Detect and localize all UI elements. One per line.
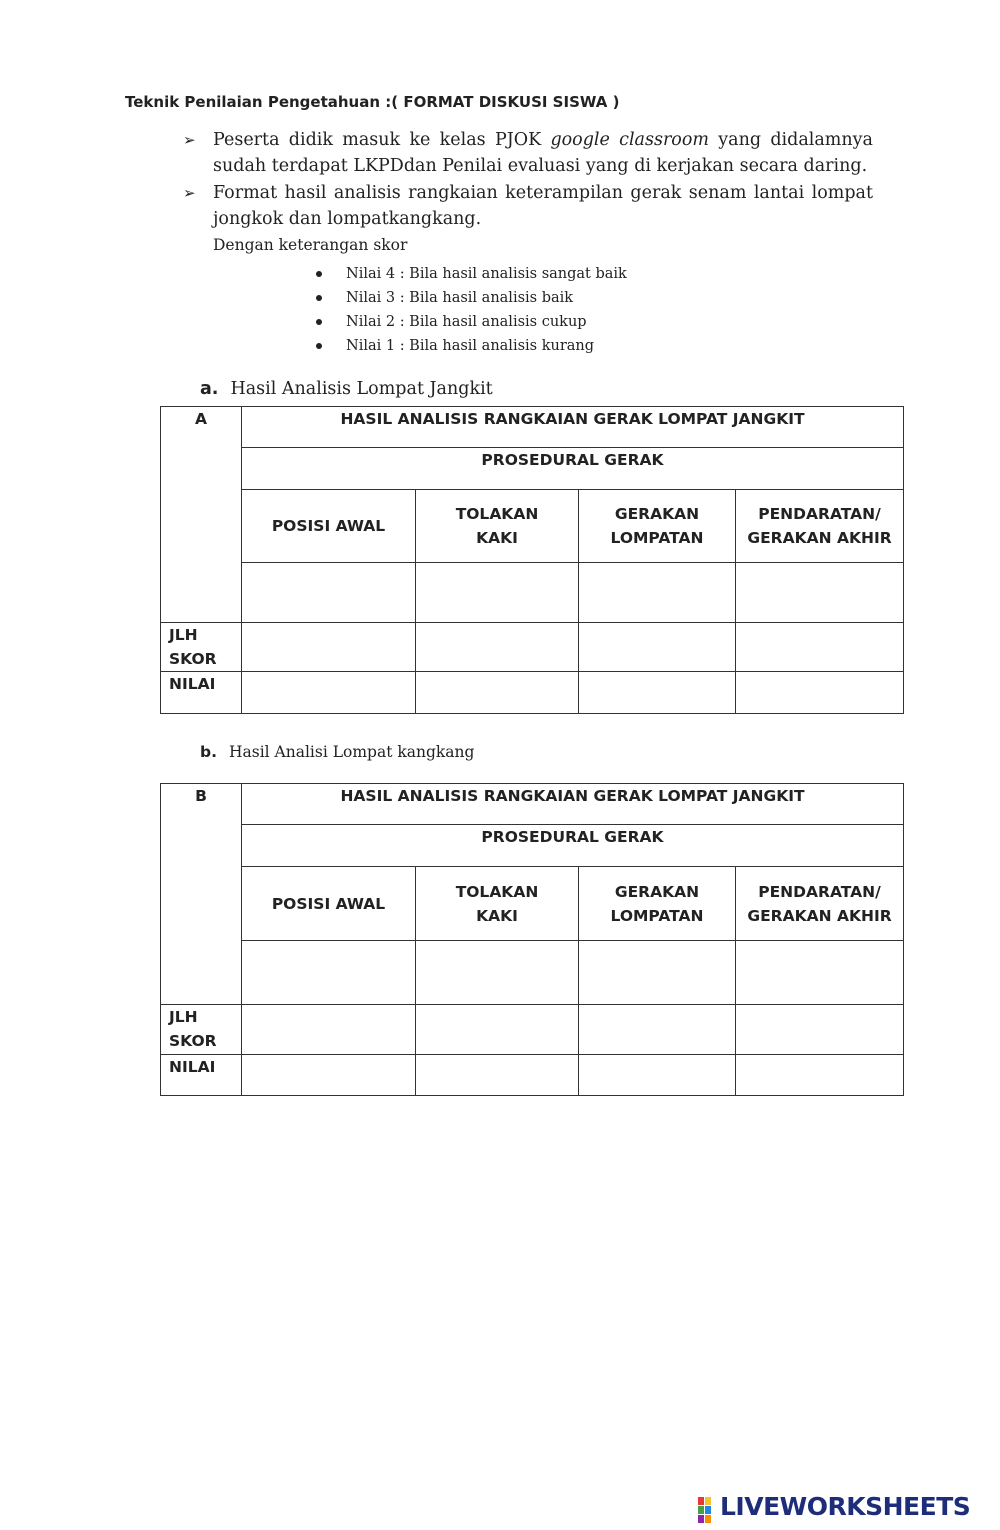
answer-cell[interactable] — [736, 563, 904, 623]
row-header: JLH SKOR — [161, 623, 242, 672]
bullet-icon — [316, 271, 322, 277]
column-header: GERAKAN LOMPATAN — [579, 867, 736, 941]
column-header: PENDARATAN/ GERAKAN AKHIR — [736, 867, 904, 941]
list-item: Nilai 3 : Bila hasil analisis baik — [313, 286, 627, 310]
table-subtitle: PROSEDURAL GERAK — [242, 825, 904, 867]
answer-cell[interactable] — [579, 1005, 736, 1055]
score-caption: Dengan keterangan skor — [213, 236, 408, 254]
answer-cell[interactable] — [736, 1055, 904, 1096]
bullet-icon — [316, 343, 322, 349]
answer-cell[interactable] — [736, 941, 904, 1005]
instruction-text-end: yang didalamnya sudah terdapat LKPDdan Penilai evaluasi yang di kerjakan secara daring. — [213, 130, 873, 176]
column-header: TOLAKAN KAKI — [416, 867, 579, 941]
column-header: TOLAKAN KAKI — [416, 490, 579, 563]
instruction-item — [183, 127, 873, 179]
list-item: Nilai 1 : Bila hasil analisis kurang — [313, 334, 627, 358]
score-list — [313, 262, 627, 358]
liveworksheets-watermark[interactable]: LIVEWORKSHEETS — [720, 1492, 971, 1521]
table-corner: B — [161, 784, 242, 1005]
bullet-icon — [316, 319, 322, 325]
bullet-icon — [316, 295, 322, 301]
answer-cell[interactable] — [416, 672, 579, 714]
table-subtitle: PROSEDURAL GERAK — [242, 448, 904, 490]
row-header: JLH SKOR — [161, 1005, 242, 1055]
answer-cell[interactable] — [416, 1005, 579, 1055]
answer-cell[interactable] — [242, 1055, 416, 1096]
answer-cell[interactable] — [736, 1005, 904, 1055]
column-header: POSISI AWAL — [242, 867, 416, 941]
list-item: Nilai 2 : Bila hasil analisis cukup — [313, 310, 627, 334]
answer-cell[interactable] — [579, 563, 736, 623]
answer-cell[interactable] — [242, 941, 416, 1005]
list-item: Nilai 4 : Bila hasil analisis sangat baik — [313, 262, 627, 286]
answer-cell[interactable] — [579, 1055, 736, 1096]
answer-cell[interactable] — [736, 672, 904, 714]
table-title: HASIL ANALISIS RANGKAIAN GERAK LOMPAT JANGKIT — [242, 407, 904, 448]
instruction-emphasis: google classroom — [550, 130, 709, 150]
answer-cell[interactable] — [736, 623, 904, 672]
answer-cell[interactable] — [242, 563, 416, 623]
page-title: Teknik Penilaian Pengetahuan :( FORMAT DISKUSI SISWA ) — [125, 93, 620, 111]
table-title: HASIL ANALISIS RANGKAIAN GERAK LOMPAT JANGKIT — [242, 784, 904, 825]
row-header: NILAI — [161, 1055, 242, 1096]
liveworksheets-logo-icon — [697, 1494, 719, 1528]
section-b-heading: b. Hasil Analisi Lompat kangkang — [200, 743, 475, 761]
table-corner: A — [161, 407, 242, 623]
answer-cell[interactable] — [416, 563, 579, 623]
instruction-item — [183, 180, 873, 232]
answer-cell[interactable] — [242, 1005, 416, 1055]
arrow-bullet-icon: ➢ — [183, 184, 196, 202]
row-header: NILAI — [161, 672, 242, 714]
answer-cell[interactable] — [242, 672, 416, 714]
column-header: PENDARATAN/ GERAKAN AKHIR — [736, 490, 904, 563]
analysis-table-a — [160, 406, 904, 714]
answer-cell[interactable] — [579, 623, 736, 672]
analysis-table-b — [160, 783, 904, 1096]
answer-cell[interactable] — [579, 672, 736, 714]
arrow-bullet-icon: ➢ — [183, 131, 196, 149]
answer-cell[interactable] — [416, 623, 579, 672]
instruction-text: Format hasil analisis rangkaian keterampilan gerak senam lantai lompat jongkok dan lompatkangkang. — [213, 183, 873, 229]
answer-cell[interactable] — [579, 941, 736, 1005]
instruction-text: Peserta didik masuk ke kelas PJOK — [213, 130, 551, 150]
answer-cell[interactable] — [416, 1055, 579, 1096]
column-header: POSISI AWAL — [242, 490, 416, 563]
column-header: GERAKAN LOMPATAN — [579, 490, 736, 563]
answer-cell[interactable] — [416, 941, 579, 1005]
section-a-heading: a. Hasil Analisis Lompat Jangkit — [200, 379, 493, 399]
answer-cell[interactable] — [242, 623, 416, 672]
